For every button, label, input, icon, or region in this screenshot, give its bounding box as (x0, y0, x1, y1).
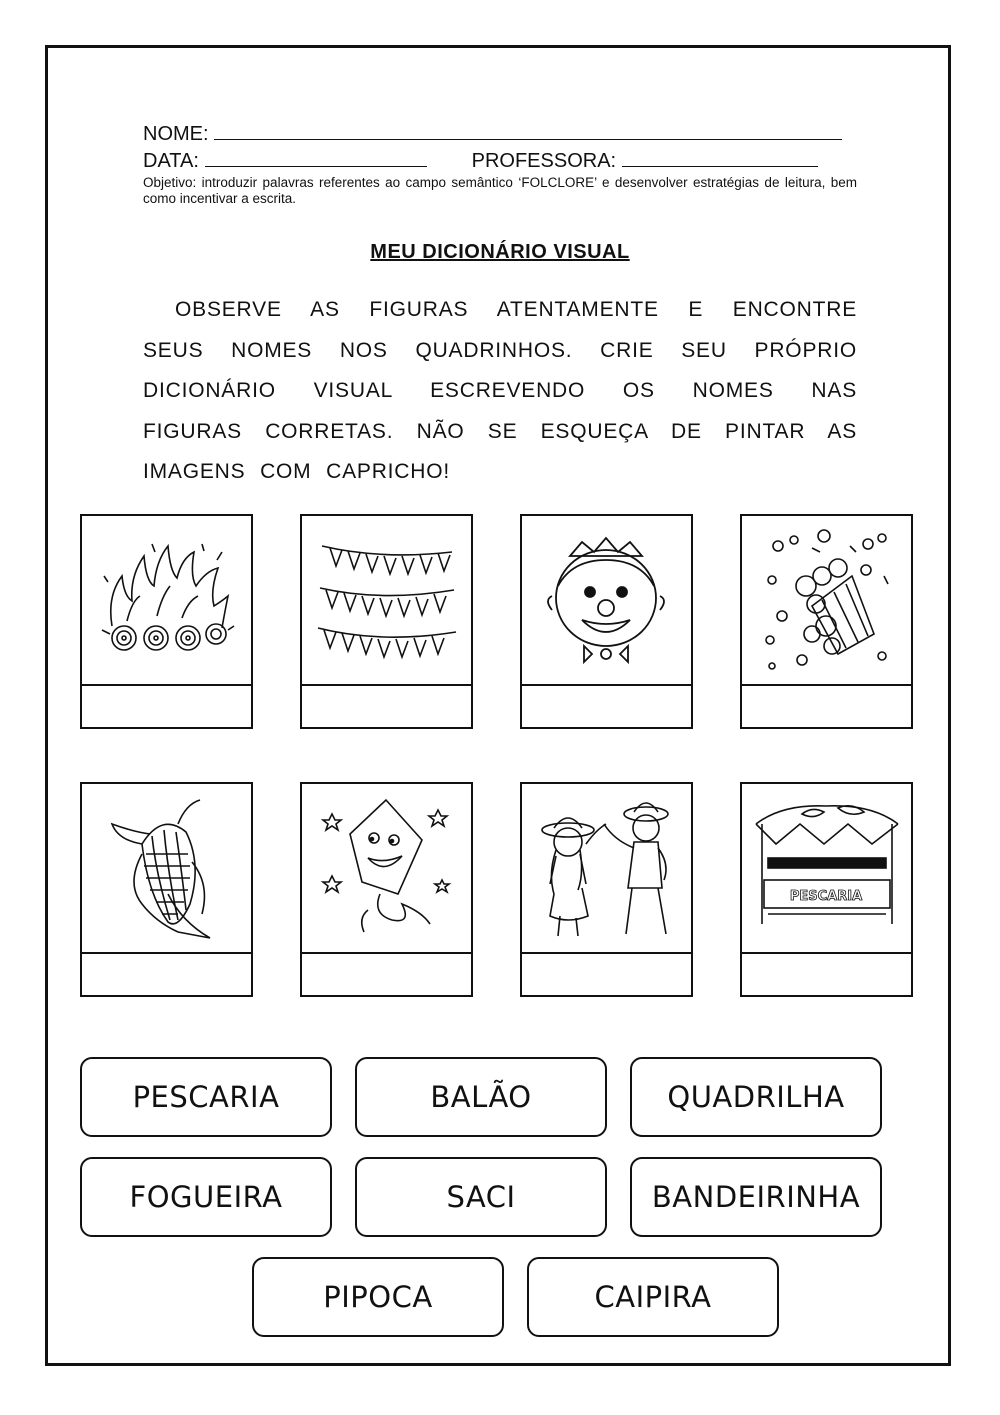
instruction-line: SEUS NOMES NOS QUADRINHOS. CRIE SEU PRÓPRIO (143, 338, 857, 362)
bonfire-icon (82, 516, 251, 686)
kite-balloon-icon (302, 784, 471, 954)
boy-face-icon (522, 516, 691, 686)
picture-card-bonfire (80, 514, 253, 729)
instruction-line: IMAGENS COM CAPRICHO! (143, 460, 450, 483)
date-label: DATA: (143, 150, 199, 172)
picture-card-corn (80, 782, 253, 997)
instruction-line: FIGURAS CORRETAS. NÃO SE ESQUEÇA DE PINTAR AS (143, 419, 857, 443)
objective-text: Objetivo: introduzir palavras referentes ao campo semântico ‘FOLCLORE’ e desenvolver estratégias de leitura, bem como incentivar a escrita. (143, 175, 857, 206)
picture-card-popcorn (740, 514, 913, 729)
word-card[interactable]: SACI (355, 1157, 607, 1237)
instruction-line: DICIONÁRIO VISUAL ESCREVENDO OS NOMES NAS (143, 379, 857, 402)
word-card[interactable]: FOGUEIRA (80, 1157, 332, 1237)
picture-card-couple (520, 782, 693, 997)
word-card[interactable]: PIPOCA (252, 1257, 504, 1337)
page-title: MEU DICIONÁRIO VISUAL (370, 241, 630, 263)
answer-box[interactable] (82, 954, 251, 995)
instructions (143, 290, 857, 493)
answer-box[interactable] (522, 954, 691, 995)
answer-box[interactable] (742, 686, 911, 727)
picture-card-boy-face (520, 514, 693, 729)
picture-card-bunting (300, 514, 473, 729)
answer-box[interactable] (522, 686, 691, 727)
answer-box[interactable] (302, 686, 471, 727)
teacher-label: PROFESSORA: (471, 150, 617, 172)
instruction-line: OBSERVE AS FIGURAS ATENTAMENTE E ENCONTRE (175, 298, 857, 321)
name-row (143, 121, 858, 145)
fishing-booth-icon (742, 784, 911, 954)
date-row (143, 148, 858, 172)
bunting-flags-icon (302, 516, 471, 686)
word-card[interactable]: BANDEIRINHA (630, 1157, 882, 1237)
teacher-field[interactable] (622, 148, 818, 167)
word-card[interactable]: CAIPIRA (527, 1257, 779, 1337)
word-card[interactable]: PESCARIA (80, 1057, 332, 1137)
dancing-couple-icon (522, 784, 691, 954)
picture-card-kite (300, 782, 473, 997)
name-label: NOME: (143, 123, 209, 145)
answer-box[interactable] (302, 954, 471, 995)
name-field[interactable] (214, 121, 842, 140)
word-card[interactable]: BALÃO (355, 1057, 607, 1137)
word-card[interactable]: QUADRILHA (630, 1057, 882, 1137)
corn-icon (82, 784, 251, 954)
answer-box[interactable] (82, 686, 251, 727)
date-field[interactable] (205, 148, 427, 167)
popcorn-icon (742, 516, 911, 686)
fishing-sign-text: PESCARIA (789, 889, 863, 904)
picture-card-fishing (740, 782, 913, 997)
answer-box[interactable] (742, 954, 911, 995)
